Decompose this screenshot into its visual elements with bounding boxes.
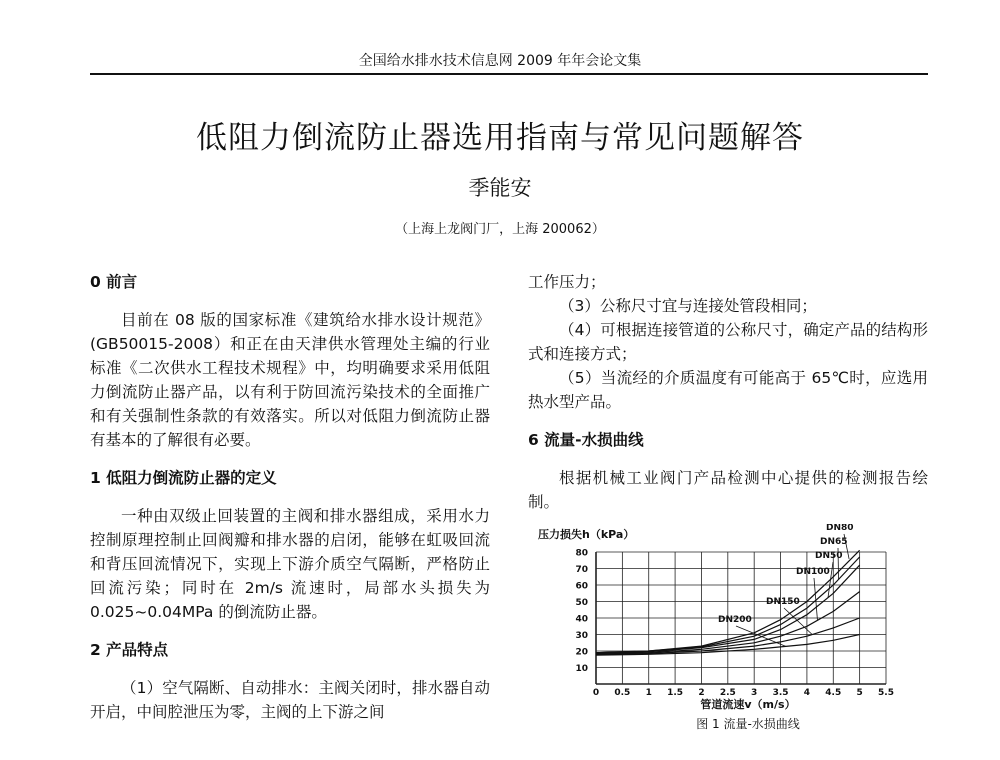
section-heading-6: 6 流量-水损曲线: [528, 431, 644, 449]
chart-y-ticks: [575, 549, 588, 675]
series-label-dn50: DN50: [815, 551, 843, 561]
y-tick-label: 80: [575, 548, 588, 559]
y-tick-label: 60: [575, 581, 588, 592]
x-tick-label: 2.5: [719, 688, 736, 698]
chart-x-ticks: [593, 688, 894, 698]
list-item-4: （4）可根据连接管道的公称尺寸，确定产品的结构形式和连接方式；: [528, 321, 928, 363]
x-tick-label: 5: [856, 688, 863, 698]
x-tick-label: 3.5: [772, 688, 789, 698]
y-tick-label: 10: [575, 664, 588, 674]
x-tick-label: 0: [592, 688, 600, 698]
series-leader-line: [784, 608, 812, 635]
affiliation: （上海上龙阀门厂，上海 200062）: [395, 222, 605, 237]
section-0-paragraph: 目前在 08 版的国家标准《建筑给水排水设计规范》(GB50015-2008）和正在由天津供水管理处主编的行业标准《二次供水工程技术规程》中，均明确要求采用低阻力倒流防止器产品，以有利于防回流污染技术的全面推广和有关强制性条款的有效落实。所以对低阻力倒流防止器有基本的了解很有必要。: [90, 311, 490, 449]
x-tick-label: 4.5: [825, 688, 842, 698]
x-tick-label: 2: [698, 688, 705, 698]
x-tick-label: 3: [751, 688, 758, 698]
x-tick-label: 0.5: [614, 688, 631, 698]
x-tick-label: 1.5: [667, 688, 684, 698]
chart-x-axis-label: 管道流速v（m/s）: [700, 698, 796, 711]
chart-caption: 图 1 流量-水损曲线: [696, 717, 800, 731]
y-tick-label: 30: [575, 631, 588, 641]
left-column: [90, 270, 490, 724]
section-1-paragraph: 一种由双级止回装置的主阀和排水器组成，采用水力控制原理控制止回阀瓣和排水器的启闭，能够在虹吸回流和背压回流情况下，实现上下游介质空气隔断，严格防止回流污染；同时在 2m/s 流速时，局部水头损失为 0.025~0.04MPa 的倒流防止器。: [90, 507, 490, 621]
section-heading-1: 1 低阻力倒流防止器的定义: [90, 469, 277, 487]
x-tick-label: 1: [645, 688, 652, 698]
section-2-paragraph: （1）空气隔断、自动排水：主阀关闭时，排水器自动开启，中间腔泄压为零，主阀的上下游之间: [90, 679, 490, 721]
section-heading-2: 2 产品特点: [90, 641, 169, 659]
list-item-3: （3）公称尺寸宜与连接处管段相同；: [559, 297, 817, 315]
list-item-5: （5）当流经的介质温度有可能高于 65℃时，应选用热水型产品。: [528, 369, 928, 411]
y-tick-label: 40: [575, 614, 588, 625]
section-6-paragraph: 根据机械工业阀门产品检测中心提供的检测报告绘制。: [528, 469, 928, 511]
y-tick-label: 70: [575, 565, 588, 575]
author: 季能安: [468, 176, 532, 200]
running-header: 全国给水排水技术信息网 2009 年年会论文集: [358, 53, 642, 69]
flow-headloss-chart: [528, 524, 928, 744]
y-tick-label: 20: [575, 647, 588, 658]
series-label-dn100: DN100: [796, 567, 830, 577]
series-label-dn80: DN80: [826, 524, 854, 533]
section-heading-0: 0 前言: [90, 273, 138, 291]
x-tick-label: 4: [803, 688, 811, 698]
header-rule: [90, 73, 928, 75]
chart-y-axis-label: 压力损失h（kPa）: [538, 528, 635, 541]
x-tick-label: 5.5: [878, 688, 894, 698]
y-tick-label: 50: [575, 598, 588, 608]
paper-title: 低阻力倒流防止器选用指南与常见问题解答: [196, 120, 804, 156]
continued-line: 工作压力；: [528, 273, 606, 291]
right-column: [528, 270, 928, 514]
series-label-dn150: DN150: [766, 597, 800, 607]
series-label-dn200: DN200: [718, 615, 752, 625]
series-label-dn65: DN65: [820, 537, 848, 547]
